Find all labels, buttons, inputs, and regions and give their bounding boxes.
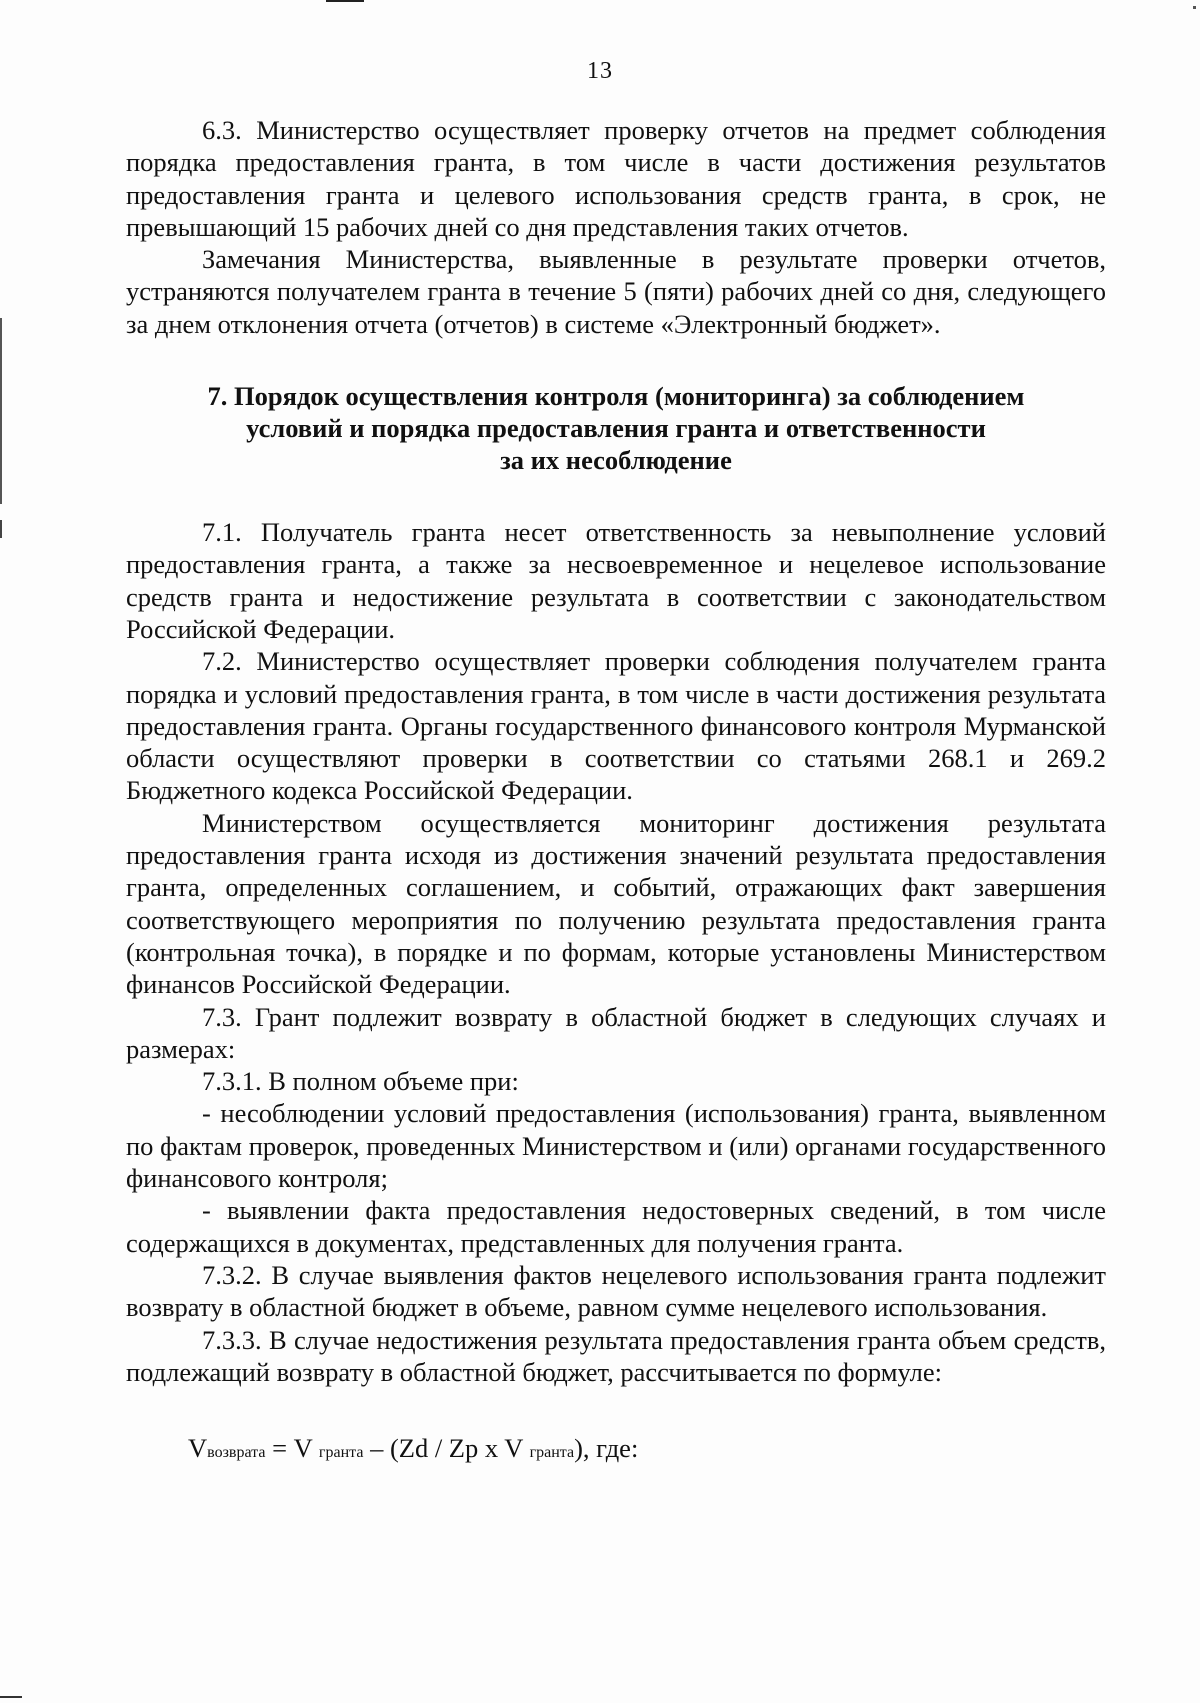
paragraph-remarks: Замечания Министерства, выявленные в результате проверки отчетов, устраняются получателем гранта в течение 5 (пяти) рабочих дней со дня, следующего за днем отклонения отчета (отчетов) в системе «Электронный бюджет». — [126, 244, 1106, 339]
paragraph-7-3-1: 7.3.1. В полном объеме при: — [202, 1066, 519, 1097]
paragraph-7-2: 7.2. Министерство осуществляет проверки соблюдения получателем гранта порядка и условий предоставления гранта, в том числе в части достижения результата предоставления гранта. Органы государственного финансового контроля Мурманской области осуществляют проверки в соответствии со статьями 268.1 и 269.2 Бюджетного кодекса Российской Федерации. — [126, 646, 1106, 806]
scan-artifact — [0, 318, 2, 504]
paragraph-7-3: 7.3. Грант подлежит возврату в областной бюджет в следующих случаях и размерах: — [126, 1001, 1106, 1064]
list-item: - несоблюдении условий предоставления (использования) гранта, выявленном по фактам проверок, проведенных Министерством и (или) органами государственного финансового контроля; — [126, 1098, 1106, 1194]
scan-artifact — [326, 0, 364, 2]
scan-artifact — [0, 520, 2, 538]
scan-artifact — [1193, 6, 1196, 9]
page-number: 13 — [587, 58, 613, 84]
paragraph-7-3-2: 7.3.2. В случае выявления фактов нецелевого использования гранта подлежит возврату в областной бюджет в объеме, равном сумме нецелевого использования. — [126, 1259, 1106, 1323]
scan-artifact — [0, 1696, 22, 1698]
document-body — [126, 114, 1106, 1469]
section-heading — [126, 380, 1106, 476]
heading-line: 7. Порядок осуществления контроля (мониторинга) за соблюдением — [207, 381, 1025, 412]
list-item: - выявлении факта предоставления недостоверных сведений, в том числе содержащихся в документах, представленных для получения гранта. — [126, 1195, 1106, 1258]
heading-line: условий и порядка предоставления гранта и ответственности — [246, 413, 986, 444]
paragraph-7-1: 7.1. Получатель гранта несет ответственность за невыполнение условий предоставления гранта, а также за несвоевременное и нецелевое использование средств гранта и недостижение результата в соответствии с законодательством Российской Федерации. — [126, 517, 1106, 644]
heading-line: за их несоблюдение — [500, 445, 732, 476]
return-formula: Vвозврата = V гранта – (Zd / Zp x V гранта), где: — [188, 1433, 639, 1464]
paragraph-7-3-3: 7.3.3. В случае недостижения результата предоставления гранта объем средств, подлежащий возврату в областной бюджет, рассчитывается по формуле: — [126, 1324, 1106, 1387]
paragraph-6-3: 6.3. Министерство осуществляет проверку отчетов на предмет соблюдения порядка предоставления гранта, в том числе в части достижения результатов предоставления гранта и целевого использования средств гранта, в срок, не превышающий 15 рабочих дней со дня представления таких отчетов. — [126, 115, 1106, 242]
paragraph-monitoring: Министерством осуществляется мониторинг достижения результата предоставления гранта исходя из достижения значений результата предоставления гранта, определенных соглашением, и событий, отражающих факт завершения соответствующего мероприятия по получению результата предоставления гранта (контрольная точка), в порядке и по формам, которые установлены Министерством финансов Российской Федерации. — [126, 807, 1106, 1000]
